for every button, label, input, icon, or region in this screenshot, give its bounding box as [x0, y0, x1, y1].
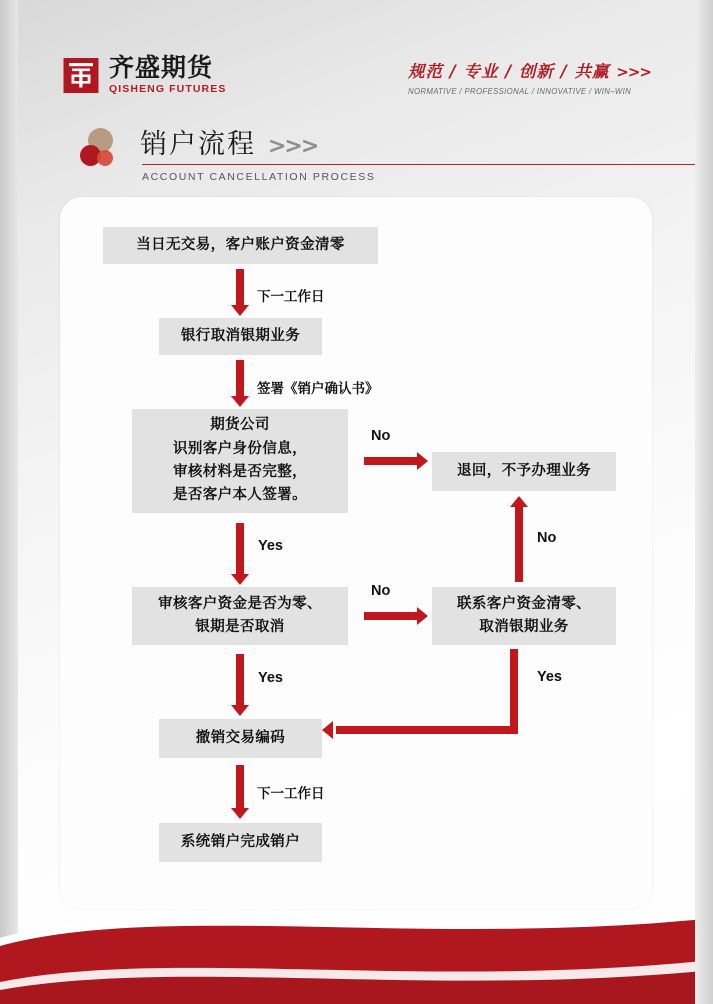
label-yes-1: Yes [258, 538, 283, 554]
flow-node-system-complete-cancellation: 系统销户完成销户 [159, 823, 322, 862]
flow-node-no-trade-zero-balance: 当日无交易，客户账户资金清零 [103, 227, 378, 264]
arrow-n6-to-n4 [510, 496, 528, 582]
slogan-cn: 规范 / 专业 / 创新 / 共赢 [407, 62, 610, 81]
brand-logo [62, 54, 226, 96]
page-title [140, 122, 644, 161]
label-sign-confirmation: 签署《销户确认书》 [257, 381, 379, 397]
flow-node-contact-client-clear-funds [432, 587, 616, 645]
qisheng-seal-logo-icon [62, 54, 100, 96]
flow-node-line: 期货公司 [210, 417, 270, 434]
label-next-workday-2: 下一工作日 [257, 786, 325, 802]
brand-name-en: QISHENG FUTURES [109, 83, 227, 96]
flow-node-line: 取消银期业务 [479, 619, 569, 635]
arrow-n1-to-n2 [231, 269, 249, 316]
label-yes-2: Yes [258, 670, 283, 686]
decorative-wave-footer [0, 886, 713, 1004]
flow-node-return-not-processed: 退回，不予办理业务 [432, 452, 616, 491]
flow-node-line: 银期是否取消 [195, 619, 285, 635]
slogan-en: NORMATIVE / PROFESSIONAL / INNOVATIVE / WIN–WIN [407, 87, 632, 96]
flow-node-line: 联系客户资金清零、 [456, 595, 592, 612]
title-arrows-icon: >>> [268, 134, 318, 159]
flow-node-line: 是否客户本人签署。 [172, 487, 308, 504]
label-no-3: No [537, 530, 557, 546]
arrow-n5-to-n7 [231, 654, 249, 716]
flow-node-line: 审核客户资金是否为零、 [158, 595, 322, 612]
label-no-2: No [371, 583, 391, 599]
flowchart-card [60, 197, 652, 909]
decorative-dots-icon [80, 128, 124, 176]
flow-node-revoke-trading-code: 撤销交易编码 [159, 719, 322, 758]
flow-node-line: 识别客户身份信息， [172, 440, 308, 457]
flow-node-bank-cancel-service: 银行取消银期业务 [159, 318, 322, 355]
flow-node-line: 审核材料是否完整， [172, 464, 308, 480]
arrow-n2-to-n3 [231, 360, 249, 407]
arrow-n5-to-n6 [364, 607, 428, 625]
flow-node-futures-company-review [132, 409, 348, 513]
arrow-n6-to-n7 [322, 649, 518, 745]
page-header [0, 44, 713, 114]
slogan-arrows-icon: >>> [616, 63, 651, 81]
slogan-cn-wrap [408, 58, 651, 82]
brand-slogan [408, 58, 651, 96]
brand-name-cn: 齐盛期货 [109, 53, 214, 83]
page-title-cn: 销户流程 [140, 129, 256, 160]
arrow-n3-to-n5 [231, 523, 249, 585]
title-divider [142, 164, 712, 165]
page-title-en: ACCOUNT CANCELLATION PROCESS [142, 171, 376, 183]
arrow-n7-to-n8 [231, 765, 249, 819]
brand-text [109, 55, 226, 95]
section-title-block [84, 122, 644, 183]
label-next-workday-1: 下一工作日 [257, 289, 325, 305]
label-yes-3: Yes [537, 669, 562, 685]
label-no-1: No [371, 428, 391, 444]
arrow-n3-to-n4 [364, 452, 428, 470]
flow-node-review-funds-and-bank [132, 587, 348, 645]
